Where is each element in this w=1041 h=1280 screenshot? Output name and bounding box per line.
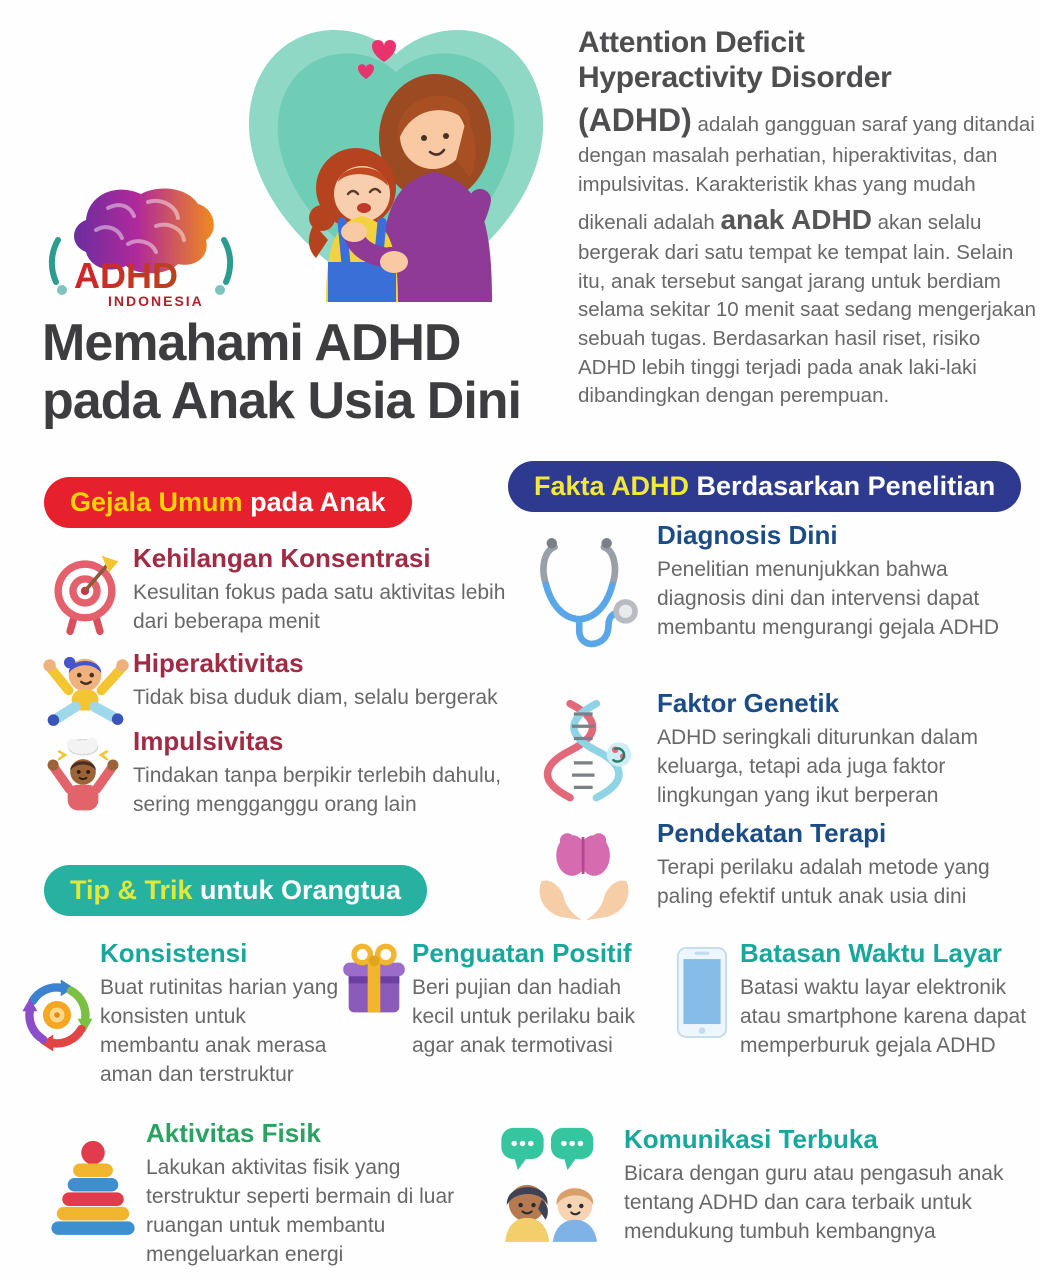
- ring-stack-toy-icon: [46, 1138, 140, 1236]
- page-title-line2: pada Anak Usia Dini: [42, 372, 521, 431]
- smartphone-icon: [676, 946, 728, 1039]
- tip-desc: Buat rutinitas harian yang konsisten untuk membantu anak merasa aman dan terstruktur: [100, 976, 339, 1086]
- intro-adhd-abbrev: (ADHD): [578, 101, 692, 138]
- tip-item: [740, 938, 1040, 1061]
- tip-title: Komunikasi Terbuka: [624, 1124, 878, 1154]
- circular-arrows-icon: [14, 972, 100, 1058]
- symptom-desc: Kesulitan fokus pada satu aktivitas lebih dari beberapa menit: [133, 581, 506, 633]
- tip-title: Penguatan Positif: [412, 938, 632, 968]
- symptom-desc: Tindakan tanpa berpikir terlebih dahulu, sering mengganggu orang lain: [133, 764, 502, 816]
- fact-desc: Penelitian menunjukkan bahwa diagnosis dini dan intervensi dapat membantu mengurangi gejala ADHD: [657, 558, 1000, 639]
- fact-desc: Terapi perilaku adalah metode yang paling efektif untuk anak usia dini: [657, 856, 990, 908]
- tip-title: Konsistensi: [100, 938, 248, 968]
- tip-item: [100, 938, 340, 1090]
- fact-desc: ADHD seringkali diturunkan dalam keluarga, tetapi ada juga faktor lingkungan yang ikut berperan: [657, 726, 978, 807]
- symptom-item: [133, 543, 533, 637]
- facts-header-highlight: Fakta ADHD: [534, 471, 690, 501]
- gift-icon: [336, 938, 412, 1018]
- target-icon: [48, 552, 122, 641]
- intro-heading-line1: Attention Deficit: [578, 26, 805, 59]
- logo-subtitle: INDONESIA: [108, 293, 204, 309]
- symptom-title: Hiperaktivitas: [133, 648, 304, 678]
- fact-title: Pendekatan Terapi: [657, 818, 887, 848]
- tip-desc: Bicara dengan guru atau pengasuh anak tentang ADHD dan cara terbaik untuk mendukung tumbuh kembangnya: [624, 1162, 1004, 1243]
- adhd-indonesia-logo: [36, 178, 246, 312]
- fact-item: [657, 520, 1002, 643]
- page-title: [42, 314, 521, 430]
- tip-item: [412, 938, 667, 1061]
- fact-item: [657, 818, 1037, 912]
- tips-header-highlight: Tip & Trik: [70, 875, 193, 905]
- symptoms-section-header: [44, 477, 412, 528]
- children-talking-icon: [494, 1124, 608, 1242]
- tip-title: Batasan Waktu Layar: [740, 938, 1003, 968]
- intro-bold-anak: anak ADHD: [720, 203, 872, 235]
- symptom-title: Impulsivitas: [133, 726, 284, 756]
- stethoscope-icon: [528, 530, 638, 653]
- intro-text-2: akan selalu bergerak dari satu tempat ke tempat lain. Selain itu, anak tersebut sangat jarang untuk berdiam selama sekitar 10 menit saat sedang mengerjakan sebuah tugas. Berdasarkan hasil riset, risiko ADHD lebih tinggi terjadi pada anak laki-laki dibandingkan dengan perempuan.: [578, 210, 1037, 408]
- facts-header-rest: Berdasarkan Penelitian: [696, 471, 996, 501]
- jumping-child-icon: [40, 650, 132, 727]
- symptom-item: [133, 726, 553, 820]
- facts-section-header: [508, 461, 1021, 512]
- symptom-desc: Tidak bisa duduk diam, selalu bergerak: [133, 686, 498, 709]
- fact-title: Faktor Genetik: [657, 688, 840, 718]
- tips-header-rest: untuk Orangtua: [200, 875, 402, 905]
- hands-holding-brain-icon: [532, 824, 636, 924]
- tip-desc: Batasi waktu layar elektronik atau smartphone karena dapat memperburuk gejala ADHD: [740, 976, 1027, 1057]
- fact-item: [657, 688, 1027, 811]
- frustrated-child-icon: [42, 736, 124, 813]
- intro-text-1: adalah gangguan saraf yang ditandai dengan masalah perhatian, hiperaktivitas, dan impulsivitas. Karakteristik khas yang mudah dikenali adalah: [578, 112, 1035, 234]
- symptoms-header-rest: pada Anak: [250, 487, 386, 517]
- intro-paragraph: [578, 98, 1038, 411]
- tip-item: [146, 1118, 496, 1270]
- tip-item: [624, 1124, 1039, 1247]
- symptoms-header-highlight: Gejala Umum: [70, 487, 243, 517]
- page-title-line1: Memahami ADHD: [42, 314, 461, 372]
- tip-desc: Beri pujian dan hadiah kecil untuk perilaku baik agar anak termotivasi: [412, 976, 635, 1057]
- tip-desc: Lakukan aktivitas fisik yang terstruktur seperti bermain di luar ruangan untuk membantu mengeluarkan energi: [146, 1156, 455, 1266]
- logo-name: ADHD: [74, 255, 178, 296]
- symptom-title: Kehilangan Konsentrasi: [133, 543, 431, 573]
- symptom-item: [133, 648, 543, 713]
- tip-title: Aktivitas Fisik: [146, 1118, 321, 1148]
- intro-block: [578, 26, 1038, 411]
- intro-heading-line2: Hyperactivity Disorder: [578, 60, 892, 94]
- mother-hugging-child-illustration: [230, 10, 562, 306]
- fact-title: Diagnosis Dini: [657, 520, 838, 550]
- brain-logo-icon: [36, 178, 246, 312]
- tips-section-header: [44, 865, 427, 916]
- dna-icon: [540, 698, 634, 809]
